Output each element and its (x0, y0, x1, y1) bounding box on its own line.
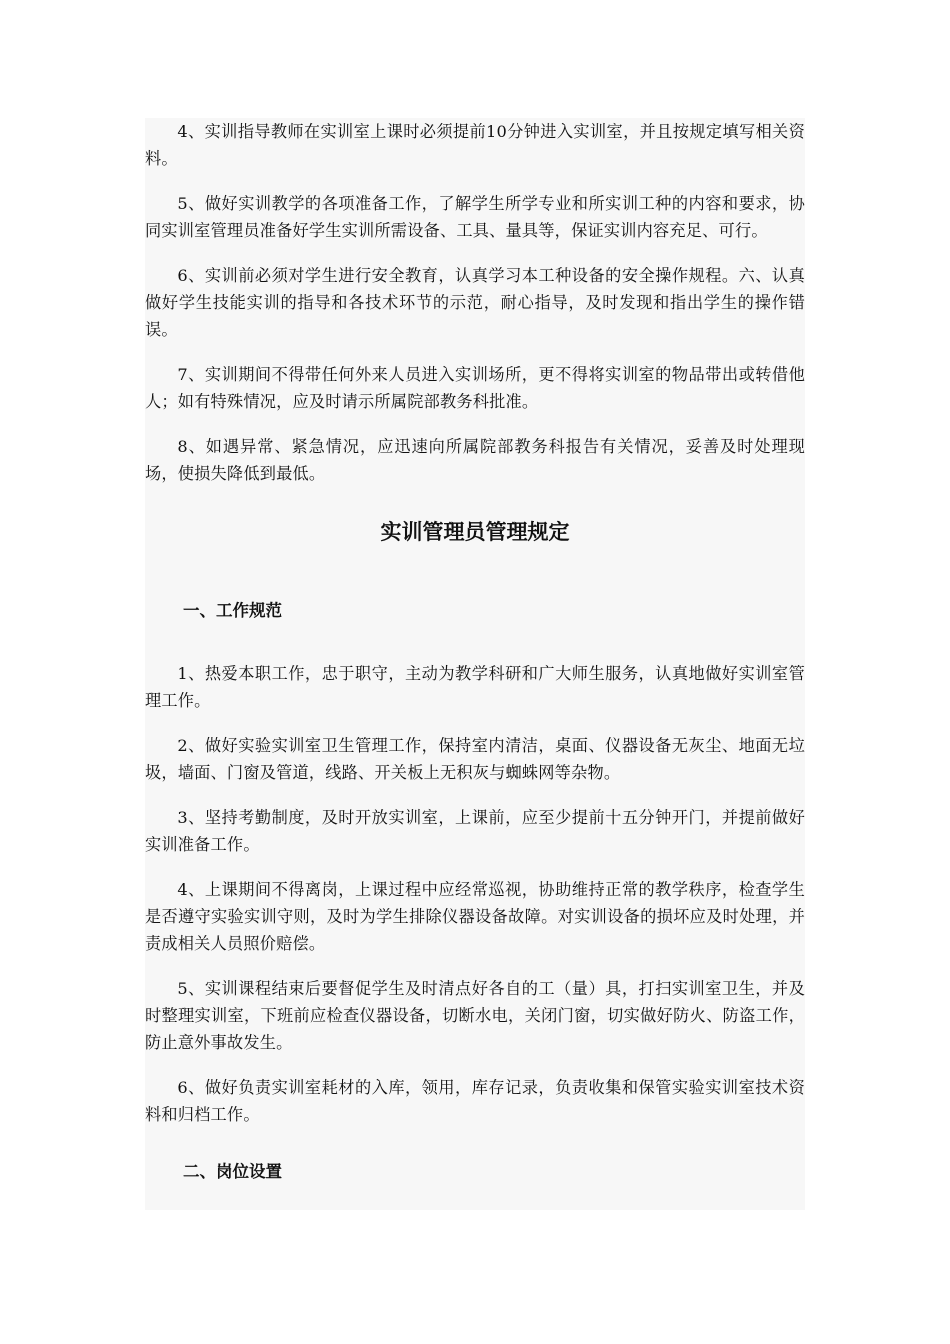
section-heading-positions: 二、岗位设置 (183, 1162, 282, 1181)
paragraph: 4、实训指导教师在实训室上课时必须提前10分钟进入实训室，并且按规定填写相关资料。 (145, 122, 805, 168)
paragraph: 5、做好实训教学的各项准备工作，了解学生所学专业和所实训工种的内容和要求，协同实训室管理员准备好学生实训所需设备、工具、量具等，保证实训内容充足、可行。 (145, 194, 805, 240)
paragraph: 5、实训课程结束后要督促学生及时清点好各自的工（量）具，打扫实训室卫生，并及时整理实训室，下班前应检查仪器设备，切断水电，关闭门窗，切实做好防火、防盗工作，防止意外事故发生。 (145, 979, 805, 1052)
paragraph: 2、做好实验实训室卫生管理工作，保持室内清洁，桌面、仪器设备无灰尘、地面无垃圾，墙面、门窗及管道，线路、开关板上无积灰与蜘蛛网等杂物。 (145, 736, 805, 782)
paragraph: 8、如遇异常、紧急情况，应迅速向所属院部教务科报告有关情况，妥善及时处理现场，使损失降低到最低。 (145, 437, 805, 483)
paragraph: 6、实训前必须对学生进行安全教育，认真学习本工种设备的安全操作规程。六、认真做好学生技能实训的指导和各技术环节的示范，耐心指导，及时发现和指出学生的操作错误。 (145, 266, 805, 339)
paragraph: 7、实训期间不得带任何外来人员进入实训场所，更不得将实训室的物品带出或转借他人；如有特殊情况，应及时请示所属院部教务科批准。 (145, 365, 805, 411)
paragraph: 4、上课期间不得离岗，上课过程中应经常巡视，协助维持正常的教学秩序，检查学生是否遵守实验实训守则，及时为学生排除仪器设备故障。对实训设备的损坏应及时处理，并责成相关人员照价赔偿。 (145, 880, 805, 953)
document-title: 实训管理员管理规定 (380, 520, 570, 544)
section-heading-work-standards: 一、工作规范 (183, 601, 282, 620)
paragraph: 3、坚持考勤制度，及时开放实训室，上课前，应至少提前十五分钟开门，并提前做好实训准备工作。 (145, 808, 805, 854)
paragraph: 6、做好负责实训室耗材的入库，领用，库存记录，负责收集和保管实验实训室技术资料和归档工作。 (145, 1078, 805, 1124)
paragraph: 1、热爱本职工作，忠于职守，主动为教学科研和广大师生服务，认真地做好实训室管理工作。 (145, 664, 805, 710)
document-body (145, 118, 805, 1210)
